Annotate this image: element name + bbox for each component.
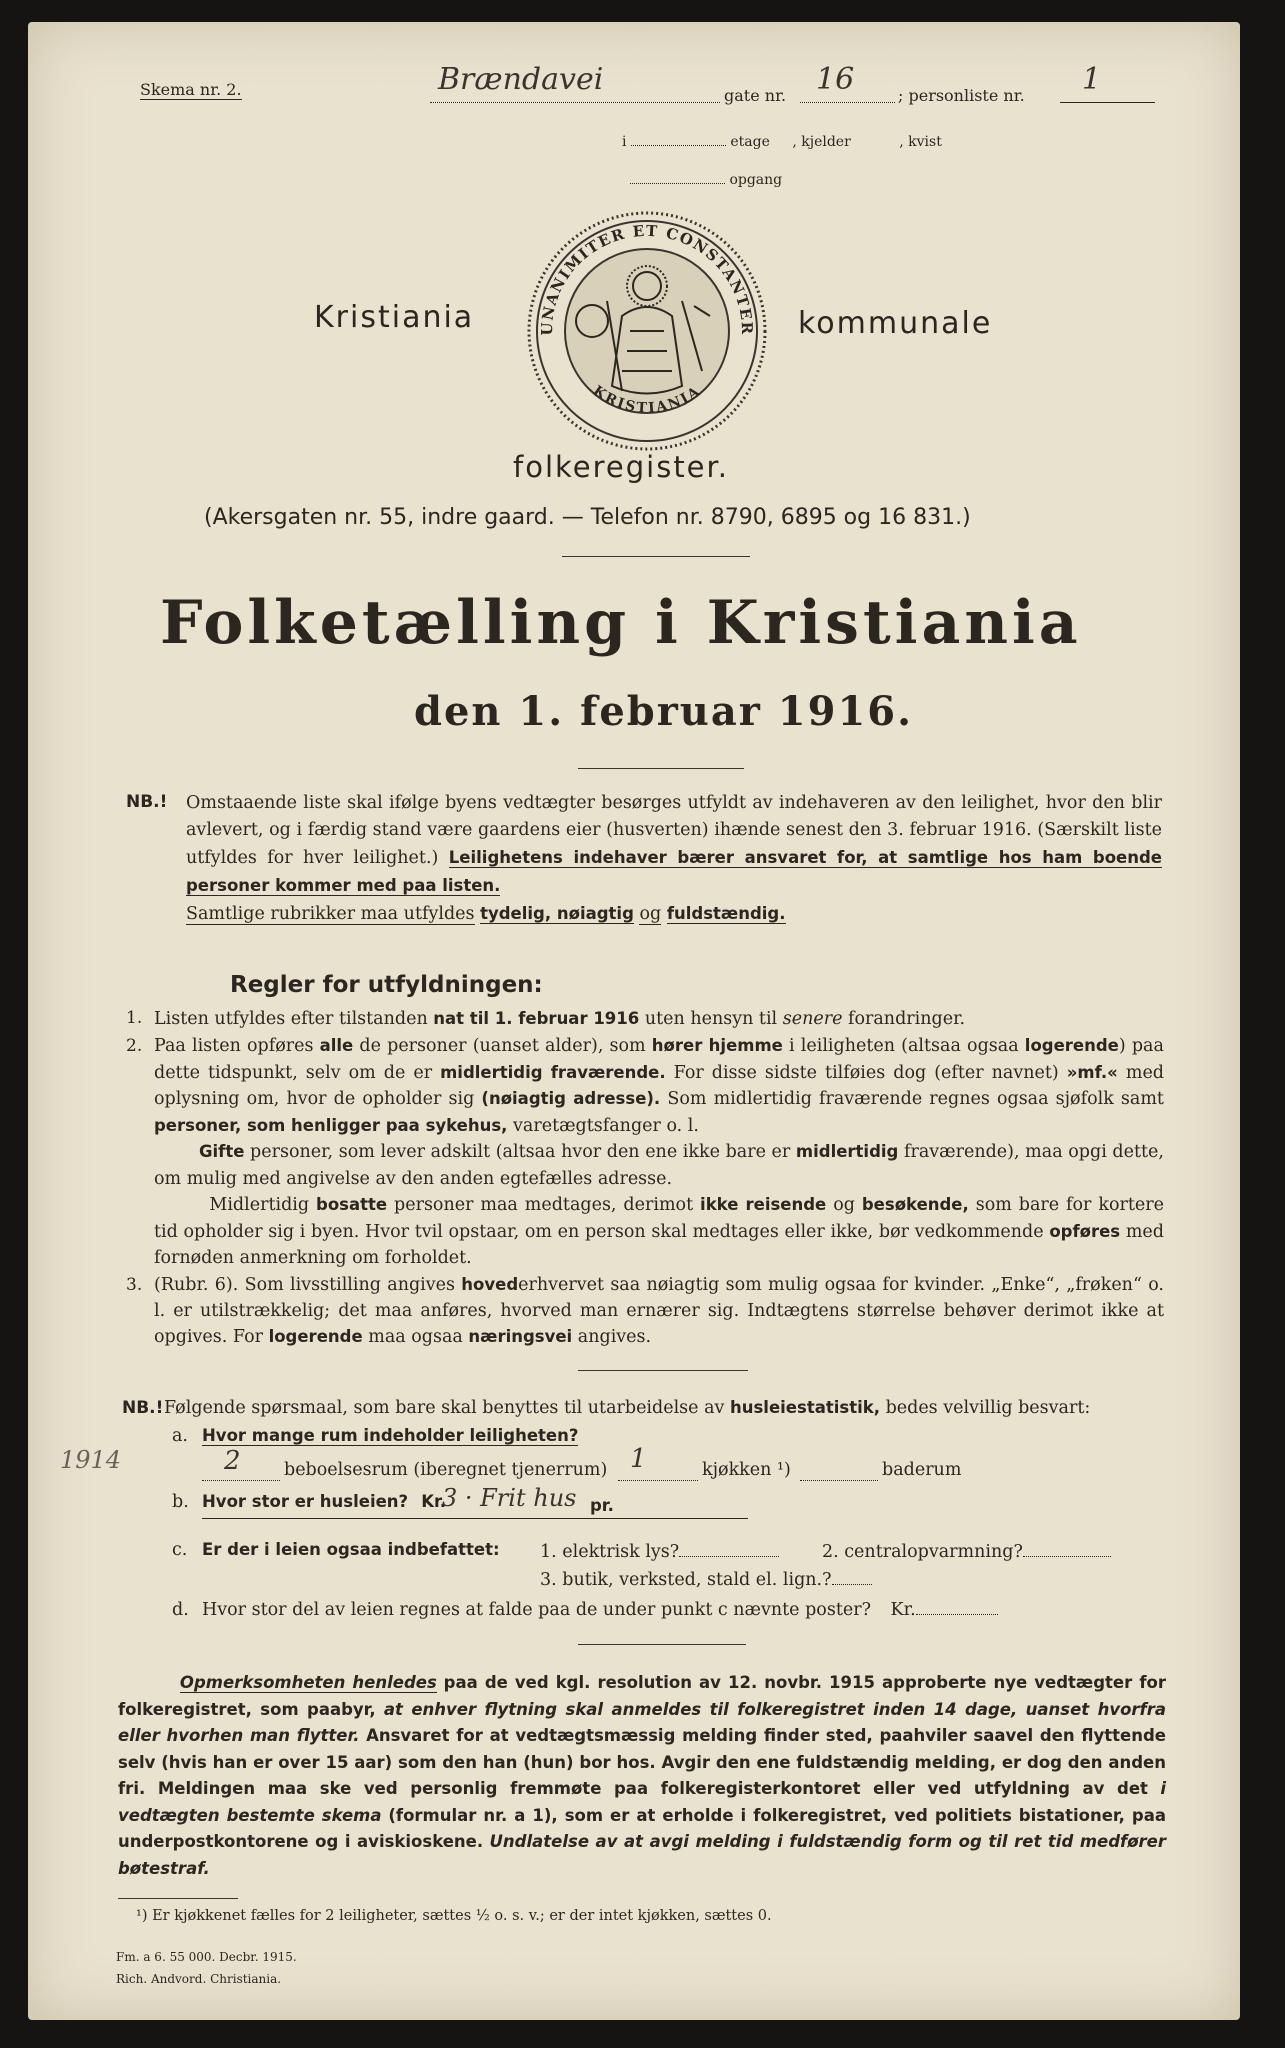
question-c-label: c. xyxy=(172,1540,188,1560)
question-b-label: b. xyxy=(172,1492,189,1512)
rule-1-number: 1. xyxy=(126,1008,143,1028)
schema-number: Skema nr. 2. xyxy=(140,80,242,99)
nb2-intro: Følgende spørsmaal, som bare skal benyttes til utarbeidelse av husleiestatistik, bedes velvillig besvart: xyxy=(164,1398,1091,1418)
folkeregister-label: folkeregister. xyxy=(513,450,730,484)
seal-bottom-text: KRISTIANIA xyxy=(589,382,705,417)
rooms-label: beboelsesrum (iberegnet tjenerrum) xyxy=(284,1460,608,1480)
question-d: Hvor stor del av leien regnes at falde paa de under punkt c nævnte poster? Kr. xyxy=(202,1600,998,1620)
seal-ring-text: UNANIMITER ET CONSTANTER xyxy=(537,221,757,336)
city-seal xyxy=(522,206,772,456)
nb-notice-1: Omstaaende liste skal ifølge byens vedtægter besørges utfyldt av indehaveren av den leilighet, hvor den blir avlevert, og i færdig stand være gaardens eier (husverten) ihænde senest den 3. februar 1916. (Særskilt liste utfyldes for hver leilighet.) Leilighetens indehaver bærer ansvaret for, at samtlige hos ham boende personer kommer med paa listen. Samtlige rubrikker maa utfyldes tydelig, nøiagtig og fuldstændig. xyxy=(186,793,1162,924)
personliste-label: ; personliste nr. xyxy=(898,86,1025,105)
kitchen-label: kjøkken ¹) xyxy=(702,1460,791,1480)
kristiania-label: Kristiania xyxy=(314,300,475,335)
rooms-field: 2 xyxy=(202,1452,280,1481)
margin-note: 1914 xyxy=(60,1446,122,1474)
moving-notice: Opmerksomheten henledes paa de ved kgl. resolution av 12. novbr. 1915 approberte nye vedtægter for folkeregistret, som paabyr, at enhver flytning skal anmeldes til folkeregistret inden 14 dage, uanset hvorfra eller hvorhen man flytter. Ansvaret for at vedtægtsmæssig melding finder sted, paahviler saavel den flyttende selv (hvis han er over 15 aar) som den han (hun) bor hos. Avgir den ene fuldstændig melding, er dog den anden fri. Meldingen maa ske ved personlig fremmøte paa folkeregisterkontoret eller ved utfyldning av det i vedtægten bestemte skema (formular nr. a 1), som er at erholde i folkeregistret, ved politiets bistationer, paa underpostkontorene og i aviskioskene. Undlatelse av at avgi melding i fuldstændig form og til ret tid medfører bøtestraf. xyxy=(118,1673,1166,1878)
bath-label: baderum xyxy=(882,1460,962,1480)
rent-field: Hvor stor er husleien? Kr. 3 · Frit hus pr. xyxy=(202,1492,748,1519)
option-shop-workshop: 3. butik, verksted, stald el. lign.? xyxy=(540,1570,872,1590)
option-electric-light: 1. elektrisk lys? xyxy=(540,1542,779,1562)
kitchen-field: 1 xyxy=(618,1452,698,1481)
rule-1: Listen utfyldes efter tilstanden nat til 1. februar 1916 uten hensyn til senere forandringer. xyxy=(154,1009,966,1029)
question-a: Hvor mange rum indeholder leiligheten? xyxy=(202,1426,579,1445)
kommunale-label: kommunale xyxy=(798,306,993,341)
question-d-label: d. xyxy=(172,1600,189,1620)
opgang-line: opgang xyxy=(630,172,782,188)
office-address: (Akersgaten nr. 55, indre gaard. — Telefon nr. 8790, 6895 og 16 831.) xyxy=(204,505,971,530)
rules-heading: Regler for utfyldningen: xyxy=(230,972,543,998)
page-title: Folketælling i Kristiania xyxy=(160,588,1082,658)
printer-line-2: Rich. Andvord. Christiania. xyxy=(116,1972,282,1986)
rule-2-number: 2. xyxy=(126,1036,143,1056)
street-field: Brændavei xyxy=(430,66,720,103)
gate-label: gate nr. xyxy=(724,86,787,105)
option-central-heating: 2. centralopvarmning? xyxy=(822,1542,1111,1562)
bath-field xyxy=(800,1452,878,1481)
census-date: den 1. februar 1916. xyxy=(414,688,914,735)
personliste-number-field: 1 xyxy=(1060,66,1155,103)
rule-2: Paa listen opføres alle de personer (uanset alder), som hører hjemme i leiligheten (altsaa ogsaa logerende) paa dette tidspunkt, selv om de er midlertidig fraværende. For disse sidste tilføies dog (efter navnet) »mf.« med oplysning om, hvor de opholder sig (nøiagtig adresse). Som midlertidig fraværende regnes ogsaa sjøfolk samt personer, som henligger paa sykehus, varetægtsfanger o. l. Gifte personer, som lever adskilt (altsaa hvor den ene ikke bare er midlertidig fraværende), maa opgi dette, om mulig med angivelse av den anden egtefælles adresse. Midlertidig bosatte personer maa medtages, derimot ikke reisende og besøkende, som bare for kortere tid opholder sig i byen. Hvor tvil opstaar, om en person skal medtages eller ikke, bør vedkommende opføres med fornøden anmerkning om forholdet. xyxy=(154,1036,1164,1268)
rule-3-number: 3. xyxy=(126,1275,143,1295)
question-c: Er der i leien ogsaa indbefattet: xyxy=(202,1540,500,1559)
floor-line: i etage , kjelder , kvist xyxy=(622,134,942,150)
nb-label-2: NB.! xyxy=(122,1398,164,1418)
nb-label-1: NB.! xyxy=(126,792,168,812)
gate-number-field: 16 xyxy=(800,66,895,103)
question-a-label: a. xyxy=(172,1426,188,1446)
printer-line-1: Fm. a 6. 55 000. Decbr. 1915. xyxy=(116,1950,297,1964)
rule-3: (Rubr. 6). Som livsstilling angives hovederhvervet saa nøiagtig som mulig ogsaa for kvinder. „Enke“, „frøken“ o. l. er utilstrækkelig; det maa anføres, hvorved man ernærer sig. Indtægtens størrelse behøver derimot ikke at opgives. For logerende maa ogsaa næringsvei angives. xyxy=(154,1275,1164,1347)
footnote: ¹) Er kjøkkenet fælles for 2 leiligheter, sættes ½ o. s. v.; er der intet kjøkken, sættes 0. xyxy=(136,1908,772,1924)
